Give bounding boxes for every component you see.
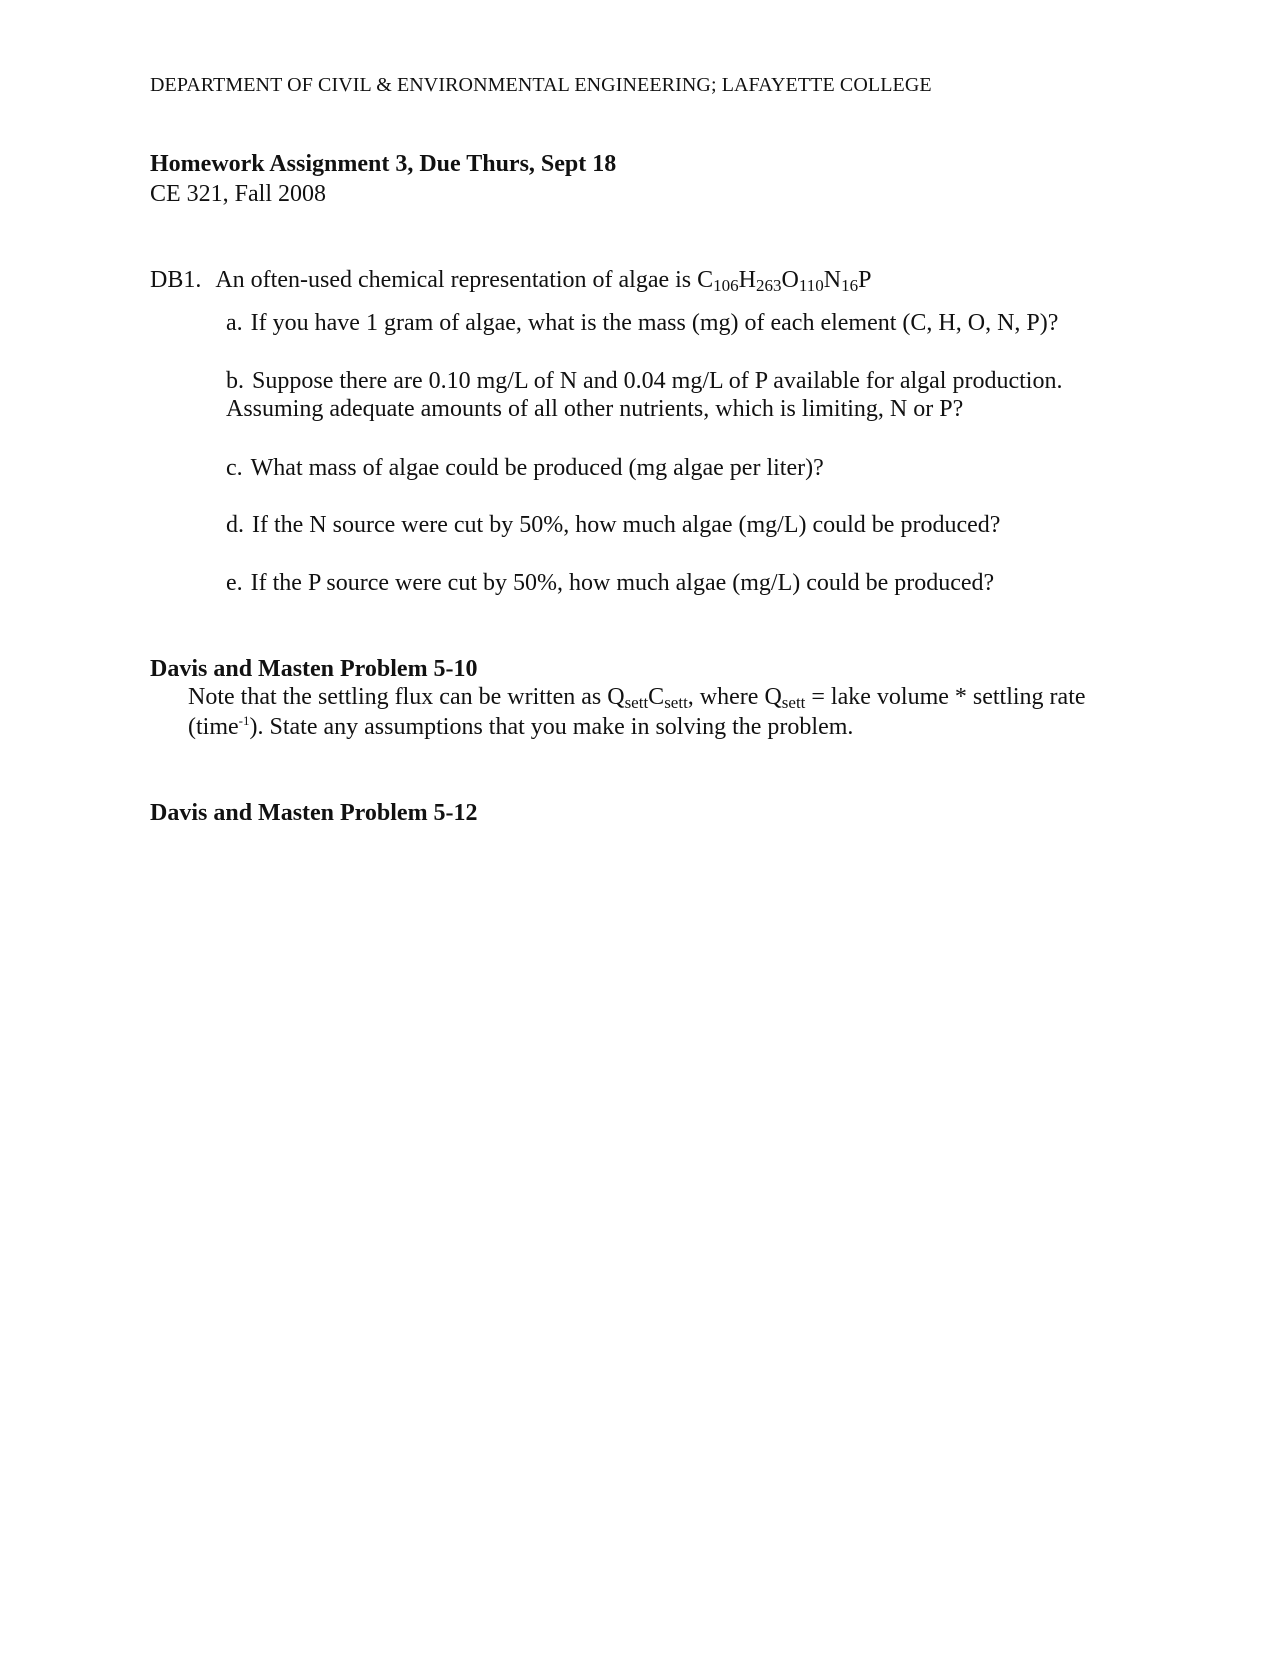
part-b: b. Suppose there are 0.10 mg/L of N and 0.04 mg/L of P available for algal production.	[226, 368, 1063, 394]
problem-5-10-note: Note that the settling flux can be written as $Q_{sett}C_{sett}$, where $Q_{sett}$ = lake volume * settling rate	[188, 684, 1086, 712]
part-e: e. If the P source were cut by 50%, how much algae (mg/L) could be produced?	[226, 570, 995, 596]
department-header: DEPARTMENT OF CIVIL & ENVIRONMENTAL ENGINEERING; LAFAYETTE COLLEGE	[150, 74, 932, 96]
part-d: d. If the N source were cut by 50%, how much algae (mg/L) could be produced?	[226, 512, 1001, 538]
question-number: DB1.	[150, 267, 202, 293]
question-intro: An often-used chemical representation of algae is	[215, 267, 692, 293]
problem-5-12-heading: Davis and Masten Problem 5-12	[150, 800, 478, 826]
algae-formula: $C_{106}H_{263}O_{110}N_{16}P$	[697, 267, 872, 295]
problem-5-10-heading: Davis and Masten Problem 5-10	[150, 656, 478, 682]
assignment-title: Homework Assignment 3, Due Thurs, Sept 18	[150, 151, 617, 177]
part-a: a. If you have 1 gram of algae, what is the mass (mg) of each element (C, H, O, N, P)?	[226, 310, 1059, 336]
course-info: CE 321, Fall 2008	[150, 181, 327, 207]
part-c: c. What mass of algae could be produced (mg algae per liter)?	[226, 455, 824, 481]
part-b-continued: Assuming adequate amounts of all other nutrients, which is limiting, N or P?	[226, 396, 964, 422]
problem-5-10-note-continued: (time$^{-1}$). State any assumptions that you make in solving the problem.	[188, 713, 854, 740]
question-db1	[150, 267, 871, 296]
